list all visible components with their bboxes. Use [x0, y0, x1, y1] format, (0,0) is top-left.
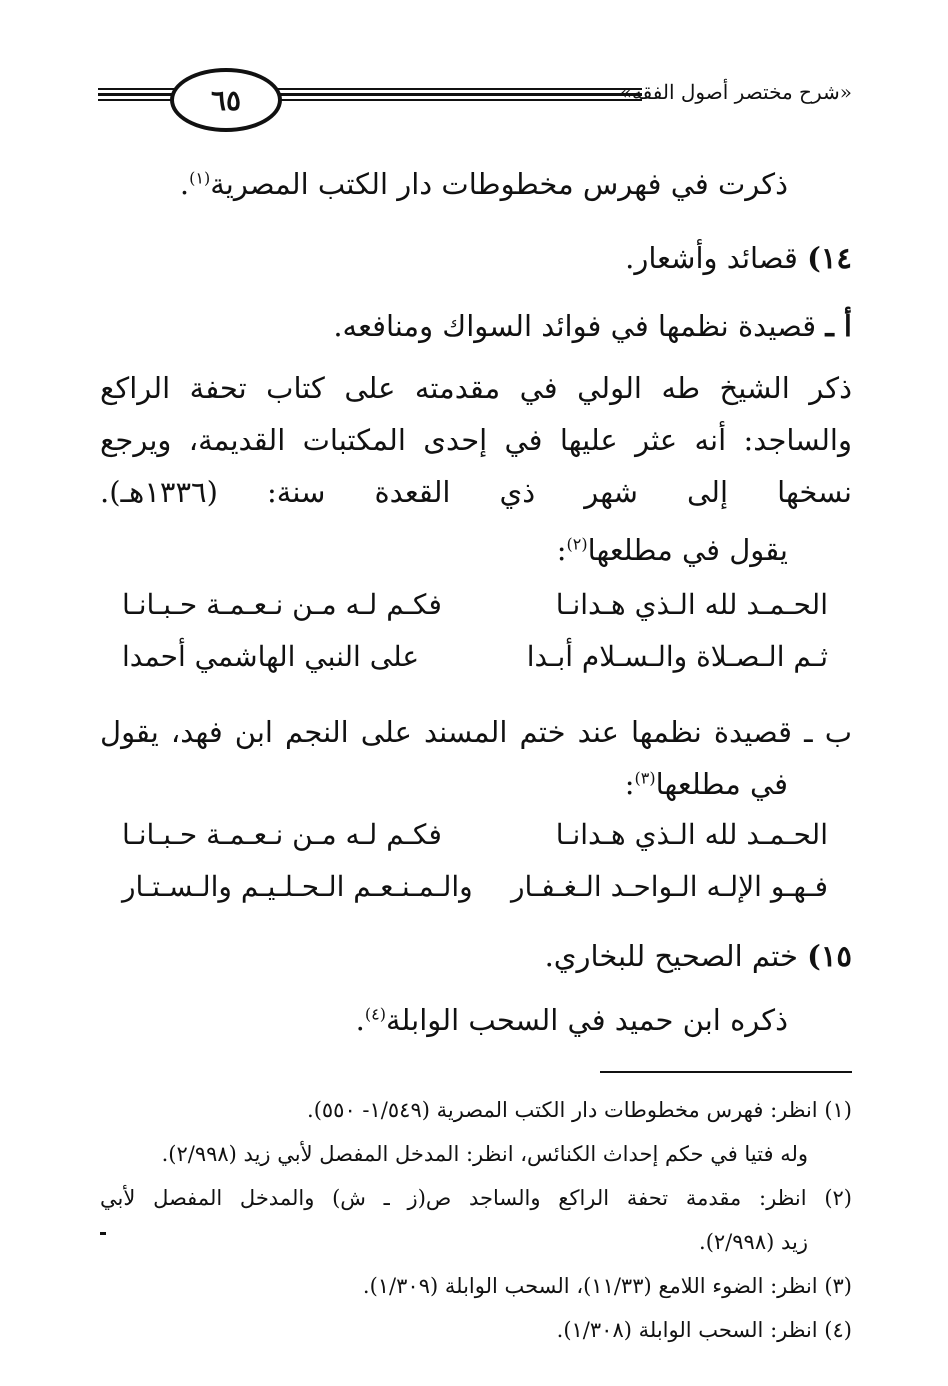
stray-mark [100, 1232, 106, 1235]
intro-verses-1 [557, 524, 788, 576]
punctuation: : [624, 767, 635, 801]
footnote-ref-4: (٤) [364, 1004, 386, 1024]
running-title: «شرح مختصر أصول الفقه» [619, 80, 852, 104]
punctuation: : [556, 533, 567, 567]
paragraph-taha-alwali: ذكر الشيخ طه الولي في مقدمته على كتاب تحفة الراكع والساجد: أنه عثر عليها في إحدى المكتبات القديمة، ويرجع نسخها إلى شهر ذي القعدة سنة: (١٣٣٦هـ). [100, 371, 852, 509]
verse-first-hemistich: ثـم الـصـلاة والـسـلام أبـدا [526, 640, 828, 673]
verse-second-hemistich: والـمـنـعـم الـحـلـيـم والـسـتـار [122, 870, 473, 903]
sub-item-b-continued [625, 758, 788, 810]
item-number: ١٤) [807, 241, 852, 275]
footnote-4: (٤) انظر: السحب الوابلة (١/٣٠٨). [556, 1318, 852, 1342]
footnote-1-continued: وله فتيا في حكم إحداث الكنائس، انظر: المدخل المفصل لأبي زيد (٢/٩٩٨). [161, 1142, 808, 1166]
verse-line [122, 818, 828, 868]
verse-second-hemistich: على النبي الهاشمي أحمدا [122, 640, 420, 673]
page-number-text: ٦٥ [210, 83, 242, 117]
verse-second-hemistich: فكـم لـه مـن نـعـمـة حـبـانـا [122, 588, 442, 621]
sub-item-label: أ ـ [825, 309, 852, 343]
paragraph-text: ذكرت في فهرس مخطوطات دار الكتب المصرية [210, 167, 788, 201]
footnote-3: (٣) انظر: الضوء اللامع (١١/٣٣)، السحب الوابلة (١/٣٠٩). [362, 1274, 852, 1298]
footnote-ref-3: (٣) [634, 768, 656, 788]
verse-second-hemistich: فكـم لـه مـن نـعـمـة حـبـانـا [122, 818, 442, 851]
footnote-2-continued: زيد (٢/٩٩٨). [699, 1230, 808, 1254]
footnote-ref-1: (١) [189, 168, 211, 188]
header-rule-right [262, 88, 642, 102]
paragraph-ibn-humaid [356, 994, 788, 1046]
intro-text: في مطلعها [655, 767, 788, 801]
verse-first-hemistich: فـهـو الإلـه الـواحـد الـغـفـار [511, 870, 828, 903]
page-number [170, 68, 282, 132]
paragraph-text: ذكره ابن حميد في السحب الوابلة [385, 1003, 788, 1037]
footnote-1: (١) انظر: فهرس مخطوطات دار الكتب المصرية (١/٥٤٩- ٥٥٠). [307, 1098, 852, 1122]
footnote-2: (٢) انظر: مقدمة تحفة الراكع والساجد ص(ز ـ ش) والمدخل المفصل لأبي [100, 1186, 852, 1210]
punctuation: . [355, 1003, 365, 1037]
verse-line [122, 870, 828, 920]
list-item-15 [545, 930, 852, 982]
sub-item-text: قصيدة نظمها في فوائد السواك ومنافعه. [333, 309, 817, 343]
sub-item-b: ب ـ قصيدة نظمها عند ختم المسند على النجم ابن فهد، يقول [100, 715, 852, 749]
paragraph-catalogue [180, 158, 788, 210]
intro-text: يقول في مطلعها [587, 533, 788, 567]
item-title: قصائد وأشعار. [625, 241, 798, 275]
footnote-ref-2: (٢) [566, 534, 588, 554]
verse-line [122, 588, 828, 638]
punctuation: . [179, 167, 190, 201]
sub-item-a [333, 300, 852, 352]
item-number: ١٥) [807, 939, 852, 973]
verse-line [122, 640, 828, 690]
verse-first-hemistich: الحـمـد لله الـذي هـدانـا [555, 818, 828, 851]
verse-first-hemistich: الحـمـد لله الـذي هـدانـا [555, 588, 828, 621]
list-item-14 [625, 232, 852, 284]
footnote-separator [600, 1071, 852, 1073]
item-title: ختم الصحيح للبخاري. [544, 939, 798, 973]
